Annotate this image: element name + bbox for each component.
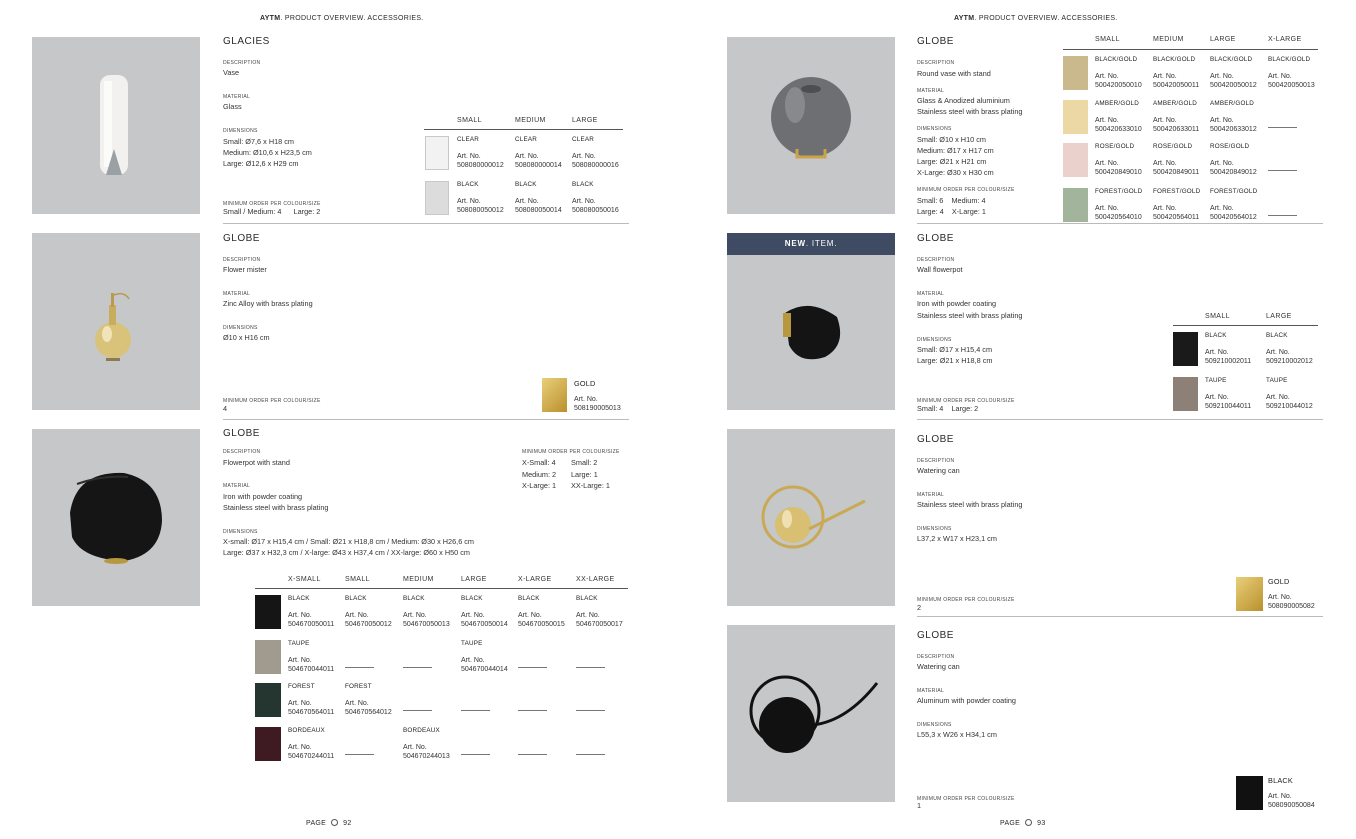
dimensions-label: DIMENSIONS — [917, 126, 952, 132]
article-number: Art. No. 508090050084 — [1268, 793, 1315, 809]
article-number: Art. No. 500420633012 — [1210, 117, 1257, 133]
description-value: Vase — [223, 68, 240, 77]
product-title: GLOBE — [917, 434, 954, 445]
color-swatch — [255, 595, 281, 629]
not-available-dash — [518, 667, 547, 668]
moq-label: MINIMUM ORDER PER COLOUR/SIZE — [917, 597, 1015, 603]
page-footer-left: PAGE 92 — [306, 820, 352, 827]
size-header: SMALL — [457, 117, 482, 124]
wall-flowerpot-illustration — [727, 233, 895, 410]
article-number: Art. No. 500420564010 — [1095, 205, 1142, 221]
article-number: Art. No. 504670050017 — [576, 612, 623, 628]
color-swatch — [1063, 143, 1088, 177]
size-header: SMALL — [1205, 313, 1230, 320]
moq-label: MINIMUM ORDER PER COLOUR/SIZE — [917, 398, 1015, 404]
description-value: Watering can — [917, 662, 960, 671]
section-divider — [917, 419, 1323, 420]
variant-color: FOREST — [288, 683, 315, 690]
dimensions-line: Small: Ø17 x H15,4 cm — [917, 345, 993, 354]
dimensions-line: Large: Ø37 x H32,3 cm / X-large: Ø43 x H37,4 cm / XX-large: Ø60 x H50 cm — [223, 548, 470, 557]
variant-color: GOLD — [574, 379, 596, 388]
color-swatch — [1173, 377, 1198, 411]
flower-mister-illustration — [32, 233, 200, 410]
description-value: Round vase with stand — [917, 69, 991, 78]
moq-value: 1 — [917, 801, 922, 810]
variant-color: BLACK — [1205, 332, 1227, 339]
size-header: SMALL — [345, 576, 370, 583]
color-swatch — [255, 727, 281, 761]
not-available-dash — [576, 710, 605, 711]
variant-color: AMBER/GOLD — [1210, 100, 1254, 107]
description-value: Flowerpot with stand — [223, 458, 290, 467]
material-line: Glass & Anodized aluminium — [917, 96, 1010, 105]
not-available-dash — [1268, 170, 1297, 171]
variant-color: BLACK/GOLD — [1095, 56, 1138, 63]
variant-color: BLACK/GOLD — [1153, 56, 1196, 63]
gold-swatch — [542, 378, 567, 412]
variant-color: AMBER/GOLD — [1095, 100, 1139, 107]
article-number: Art. No. 500420849011 — [1153, 160, 1200, 176]
moq-label: MINIMUM ORDER PER COLOUR/SIZE — [522, 449, 620, 455]
article-number: Art. No. 504670564012 — [345, 700, 392, 716]
material-value: Aluminum with powder coating — [917, 696, 1016, 705]
variant-color: BLACK — [288, 595, 310, 602]
variant-color: BLACK — [572, 181, 594, 188]
page-header-left: AYTM. PRODUCT OVERVIEW. ACCESSORIES. — [260, 15, 424, 22]
not-available-dash — [461, 754, 490, 755]
description-label: DESCRIPTION — [223, 60, 261, 66]
dimensions-label: DIMENSIONS — [223, 128, 258, 134]
moq-value: 2 — [917, 603, 922, 612]
dimensions-value: L55,3 x W26 x H34,1 cm — [917, 730, 997, 739]
material-line: Iron with powder coating — [917, 299, 997, 308]
description-value: Watering can — [917, 466, 960, 475]
article-number: Art. No. 504670050015 — [518, 612, 565, 628]
not-available-dash — [576, 667, 605, 668]
material-line: Stainless steel with brass plating — [223, 503, 329, 512]
wall-flowerpot-photo — [727, 233, 895, 410]
size-header: LARGE — [572, 117, 598, 124]
round-vase-photo — [727, 37, 895, 214]
gold-swatch — [1236, 577, 1263, 611]
dimensions-label: DIMENSIONS — [223, 529, 258, 535]
material-line: Iron with powder coating — [223, 492, 303, 501]
dimensions-line: X-small: Ø17 x H15,4 cm / Small: Ø21 x H18,8 cm / Medium: Ø30 x H26,6 cm — [223, 537, 475, 546]
section-divider — [223, 223, 629, 224]
moq-value: Small: 4 Large: 2 — [917, 404, 979, 413]
article-number: Art. No. 504670044014 — [461, 657, 508, 673]
color-swatch — [425, 181, 449, 215]
description-label: DESCRIPTION — [917, 60, 955, 66]
article-number: Art. No. 509210002012 — [1266, 349, 1313, 365]
material-label: MATERIAL — [223, 483, 251, 489]
article-number: Art. No. 500420564011 — [1153, 205, 1200, 221]
description-value: Wall flowerpot — [917, 265, 963, 274]
size-header: MEDIUM — [515, 117, 546, 124]
description-value: Flower mister — [223, 265, 267, 274]
size-header: MEDIUM — [1153, 36, 1184, 43]
article-number: Art. No. 500420564012 — [1210, 205, 1257, 221]
dimensions-label: DIMENSIONS — [917, 526, 952, 532]
variant-color: BLACK — [403, 595, 425, 602]
variant-color: BLACK — [1266, 332, 1288, 339]
color-swatch — [1173, 332, 1198, 366]
flowerpot-photo — [32, 429, 200, 606]
section-divider — [223, 419, 629, 420]
material-value: Glass — [223, 102, 242, 111]
material-value: Stainless steel with brass plating — [917, 500, 1023, 509]
variant-color: BLACK — [518, 595, 540, 602]
size-header: X-SMALL — [288, 576, 321, 583]
moq-label: MINIMUM ORDER PER COLOUR/SIZE — [223, 398, 321, 404]
article-number: Art. No. 504670050012 — [345, 612, 392, 628]
variant-color: BLACK/GOLD — [1268, 56, 1311, 63]
article-number: Art. No. 509210044012 — [1266, 394, 1313, 410]
article-number: Art. No. 500420849012 — [1210, 160, 1257, 176]
moq-value: X-Small: 4 — [522, 458, 556, 467]
dimensions-value: Ø10 x H16 cm — [223, 333, 270, 342]
product-title: GLOBE — [917, 233, 954, 244]
table-header-rule — [255, 588, 628, 589]
variant-color: FOREST — [345, 683, 372, 690]
flowerpot-illustration — [32, 429, 200, 606]
table-header-rule — [1063, 49, 1318, 50]
material-label: MATERIAL — [223, 291, 251, 297]
variant-color: FOREST/GOLD — [1153, 188, 1201, 195]
variant-color: GOLD — [1268, 577, 1290, 586]
logo-icon — [1025, 819, 1032, 826]
size-header: MEDIUM — [403, 576, 434, 583]
variant-color: TAUPE — [461, 640, 483, 647]
not-available-dash — [345, 667, 374, 668]
article-number: Art. No. 508080000016 — [572, 153, 619, 169]
moq-value: Small: 6 Medium: 4 — [917, 196, 986, 205]
page-header-right: AYTM. PRODUCT OVERVIEW. ACCESSORIES. — [954, 15, 1118, 22]
description-label: DESCRIPTION — [223, 449, 261, 455]
not-available-dash — [518, 754, 547, 755]
color-swatch — [255, 683, 281, 717]
article-number: Art. No. 504670044011 — [288, 657, 335, 673]
product-title: GLOBE — [223, 428, 260, 439]
not-available-dash — [1268, 127, 1297, 128]
size-header: X-LARGE — [1268, 36, 1302, 43]
variant-color: ROSE/GOLD — [1153, 143, 1193, 150]
description-label: DESCRIPTION — [917, 654, 955, 660]
variant-color: BLACK — [1268, 776, 1293, 785]
variant-color: BLACK — [457, 181, 479, 188]
article-number: Art. No. 500420633011 — [1153, 117, 1200, 133]
moq-value: Small: 2 — [571, 458, 598, 467]
material-label: MATERIAL — [917, 291, 945, 297]
color-swatch — [255, 640, 281, 674]
color-swatch — [1063, 188, 1088, 222]
article-number: Art. No. 500420050012 — [1210, 73, 1257, 89]
black-watering-can-illustration — [727, 625, 895, 802]
size-header: SMALL — [1095, 36, 1120, 43]
moq-value: XX-Large: 1 — [571, 481, 610, 490]
material-label: MATERIAL — [917, 688, 945, 694]
description-label: DESCRIPTION — [223, 257, 261, 263]
article-number: Art. No. 500420050013 — [1268, 73, 1315, 89]
not-available-dash — [1268, 215, 1297, 216]
variant-color: BLACK — [515, 181, 537, 188]
material-line: Stainless steel with brass plating — [917, 311, 1023, 320]
variant-color: BLACK/GOLD — [1210, 56, 1253, 63]
dimensions-line: X-Large: Ø30 x H30 cm — [917, 168, 994, 177]
dimensions-line: Large: Ø12,6 x H29 cm — [223, 159, 299, 168]
material-label: MATERIAL — [223, 94, 251, 100]
dimensions-line: Large: Ø21 x H21 cm — [917, 157, 987, 166]
not-available-dash — [403, 710, 432, 711]
table-header-rule — [424, 129, 623, 130]
moq-value: Large: 4 X-Large: 1 — [917, 207, 986, 216]
article-number: Art. No. 504670564011 — [288, 700, 335, 716]
color-swatch — [1063, 100, 1088, 134]
black-swatch — [1236, 776, 1263, 810]
dimensions-label: DIMENSIONS — [917, 337, 952, 343]
variant-color: BORDEAUX — [288, 727, 325, 734]
moq-label: MINIMUM ORDER PER COLOUR/SIZE — [917, 187, 1015, 193]
variant-color: TAUPE — [1205, 377, 1227, 384]
black-watering-can-photo — [727, 625, 895, 802]
glass-vase-illustration — [32, 37, 200, 214]
article-number: Art. No. 500420050010 — [1095, 73, 1142, 89]
size-header: XX-LARGE — [576, 576, 615, 583]
moq-label: MINIMUM ORDER PER COLOUR/SIZE — [223, 201, 321, 207]
not-available-dash — [461, 710, 490, 711]
article-number: Art. No. 504670050014 — [461, 612, 508, 628]
description-label: DESCRIPTION — [917, 257, 955, 263]
article-number: Art. No. 500420633010 — [1095, 117, 1142, 133]
new-item-banner: NEW. ITEM. — [727, 233, 895, 255]
dimensions-value: L37,2 x W17 x H23,1 cm — [917, 534, 997, 543]
flower-mister-photo — [32, 233, 200, 410]
variant-color: BLACK — [576, 595, 598, 602]
not-available-dash — [403, 667, 432, 668]
article-number: Art. No. 508190005013 — [574, 396, 621, 412]
size-header: X-LARGE — [518, 576, 552, 583]
variant-color: CLEAR — [515, 136, 537, 143]
article-number: Art. No. 504670050011 — [288, 612, 335, 628]
variant-color: ROSE/GOLD — [1210, 143, 1250, 150]
product-title: GLACIES — [223, 36, 270, 47]
dimensions-line: Medium: Ø10,6 x H23,5 cm — [223, 148, 312, 157]
round-vase-illustration — [727, 37, 895, 214]
variant-color: CLEAR — [572, 136, 594, 143]
article-number: Art. No. 508080000014 — [515, 153, 562, 169]
article-number: Art. No. 500420849010 — [1095, 160, 1142, 176]
dimensions-line: Large: Ø21 x H18,8 cm — [917, 356, 993, 365]
moq-value: Medium: 2 — [522, 470, 557, 479]
description-label: DESCRIPTION — [917, 458, 955, 464]
material-value: Zinc Alloy with brass plating — [223, 299, 313, 308]
gold-watering-can-illustration — [727, 429, 895, 606]
article-number: Art. No. 509210002011 — [1205, 349, 1252, 365]
dimensions-label: DIMENSIONS — [917, 722, 952, 728]
moq-value: 4 — [223, 404, 228, 413]
variant-color: TAUPE — [1266, 377, 1288, 384]
not-available-dash — [518, 710, 547, 711]
dimensions-line: Medium: Ø17 x H17 cm — [917, 146, 994, 155]
variant-color: FOREST/GOLD — [1095, 188, 1143, 195]
product-title: GLOBE — [917, 630, 954, 641]
size-header: LARGE — [1266, 313, 1292, 320]
not-available-dash — [345, 754, 374, 755]
logo-icon — [331, 819, 338, 826]
variant-color: AMBER/GOLD — [1153, 100, 1197, 107]
variant-color: BLACK — [345, 595, 367, 602]
glacies-vase-photo — [32, 37, 200, 214]
moq-value: X-Large: 1 — [522, 481, 557, 490]
variant-color: ROSE/GOLD — [1095, 143, 1135, 150]
article-number: Art. No. 508080050012 — [457, 198, 504, 214]
article-number: Art. No. 500420050011 — [1153, 73, 1200, 89]
dimensions-line: Small: Ø7,6 x H18 cm — [223, 137, 294, 146]
material-label: MATERIAL — [917, 88, 945, 94]
variant-color: TAUPE — [288, 640, 310, 647]
article-number: Art. No. 508080050016 — [572, 198, 619, 214]
gold-watering-can-photo — [727, 429, 895, 606]
moq-value: Small / Medium: 4 Large: 2 — [223, 207, 321, 216]
size-header: LARGE — [461, 576, 487, 583]
table-header-rule — [1173, 325, 1318, 326]
moq-label: MINIMUM ORDER PER COLOUR/SIZE — [917, 796, 1015, 802]
article-number: Art. No. 508080000012 — [457, 153, 504, 169]
color-swatch — [1063, 56, 1088, 90]
article-number: Art. No. 509210044011 — [1205, 394, 1252, 410]
dimensions-label: DIMENSIONS — [223, 325, 258, 331]
material-line: Stainless steel with brass plating — [917, 107, 1023, 116]
article-number: Art. No. 504670050013 — [403, 612, 450, 628]
section-divider — [917, 616, 1323, 617]
variant-color: CLEAR — [457, 136, 479, 143]
variant-color: BORDEAUX — [403, 727, 440, 734]
article-number: Art. No. 508080050014 — [515, 198, 562, 214]
not-available-dash — [576, 754, 605, 755]
product-title: GLOBE — [223, 233, 260, 244]
section-divider — [917, 223, 1323, 224]
product-title: GLOBE — [917, 36, 954, 47]
article-number: Art. No. 504670244013 — [403, 744, 450, 760]
article-number: Art. No. 508090005082 — [1268, 594, 1315, 610]
variant-color: BLACK — [461, 595, 483, 602]
moq-value: Large: 1 — [571, 470, 598, 479]
variant-color: FOREST/GOLD — [1210, 188, 1258, 195]
page-footer-right: PAGE 93 — [1000, 820, 1046, 827]
article-number: Art. No. 504670244011 — [288, 744, 335, 760]
size-header: LARGE — [1210, 36, 1236, 43]
dimensions-line: Small: Ø10 x H10 cm — [917, 135, 986, 144]
color-swatch — [425, 136, 449, 170]
material-label: MATERIAL — [917, 492, 945, 498]
